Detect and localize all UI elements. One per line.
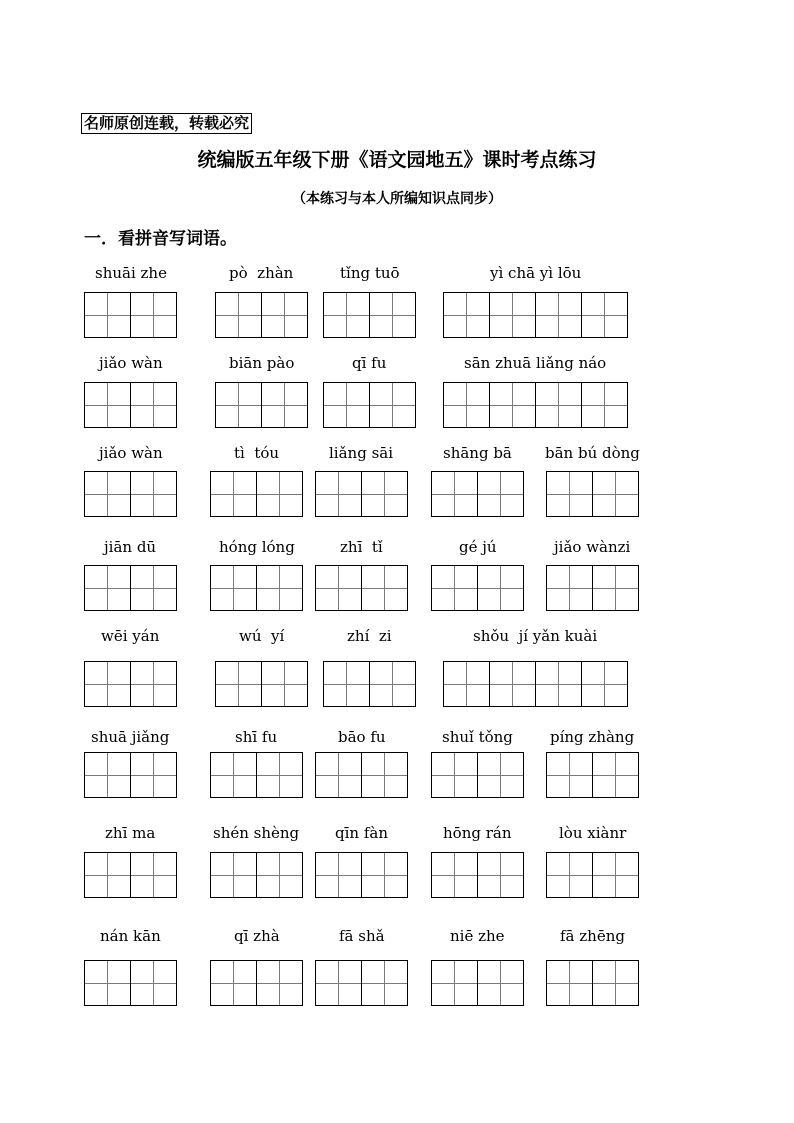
- writing-grid[interactable]: [443, 292, 628, 338]
- writing-grid[interactable]: [443, 382, 628, 428]
- writing-grid[interactable]: [210, 752, 303, 798]
- character-cell[interactable]: [130, 752, 177, 798]
- character-cell[interactable]: [489, 661, 536, 707]
- character-cell[interactable]: [210, 752, 257, 798]
- character-cell[interactable]: [431, 565, 478, 611]
- page-title: 统编版五年级下册《语文园地五》课时考点练习: [197, 149, 597, 171]
- character-cell[interactable]: [592, 960, 639, 1006]
- character-cell[interactable]: [210, 471, 257, 517]
- character-cell[interactable]: [431, 471, 478, 517]
- character-cell[interactable]: [443, 661, 490, 707]
- character-cell[interactable]: [477, 960, 524, 1006]
- character-cell[interactable]: [369, 382, 416, 428]
- writing-grid[interactable]: [546, 852, 639, 898]
- character-cell[interactable]: [84, 565, 131, 611]
- character-cell[interactable]: [84, 661, 131, 707]
- character-cell[interactable]: [581, 661, 628, 707]
- character-cell[interactable]: [431, 852, 478, 898]
- writing-grid[interactable]: [84, 382, 177, 428]
- pinyin-label: tǐng tuō: [340, 264, 400, 282]
- character-cell[interactable]: [256, 960, 303, 1006]
- writing-grid[interactable]: [431, 752, 524, 798]
- writing-grid[interactable]: [84, 960, 177, 1006]
- character-cell[interactable]: [210, 852, 257, 898]
- character-cell[interactable]: [361, 960, 408, 1006]
- character-cell[interactable]: [443, 382, 490, 428]
- character-cell[interactable]: [130, 292, 177, 338]
- character-cell[interactable]: [215, 661, 262, 707]
- character-cell[interactable]: [323, 661, 370, 707]
- character-cell[interactable]: [256, 471, 303, 517]
- character-cell[interactable]: [256, 752, 303, 798]
- character-cell[interactable]: [546, 471, 593, 517]
- writing-grid[interactable]: [431, 852, 524, 898]
- character-cell[interactable]: [431, 960, 478, 1006]
- writing-grid[interactable]: [210, 471, 303, 517]
- writing-grid[interactable]: [215, 661, 308, 707]
- character-cell[interactable]: [84, 752, 131, 798]
- character-cell[interactable]: [477, 852, 524, 898]
- pinyin-label: fā shǎ: [339, 927, 385, 945]
- pinyin-label: niē zhe: [450, 927, 505, 945]
- pinyin-label: zhí zi: [347, 627, 392, 645]
- writing-grid[interactable]: [210, 852, 303, 898]
- character-cell[interactable]: [323, 382, 370, 428]
- pinyin-label: fā zhēng: [560, 927, 625, 945]
- pinyin-label: pò zhàn: [229, 264, 294, 282]
- writing-grid[interactable]: [546, 752, 639, 798]
- character-cell[interactable]: [361, 752, 408, 798]
- character-cell[interactable]: [261, 382, 308, 428]
- pinyin-label: qī zhà: [234, 927, 280, 945]
- character-cell[interactable]: [315, 471, 362, 517]
- writing-grid[interactable]: [84, 471, 177, 517]
- character-cell[interactable]: [546, 960, 593, 1006]
- character-cell[interactable]: [315, 752, 362, 798]
- writing-grid[interactable]: [315, 752, 408, 798]
- character-cell[interactable]: [477, 471, 524, 517]
- writing-grid[interactable]: [84, 292, 177, 338]
- character-cell[interactable]: [130, 661, 177, 707]
- writing-grid[interactable]: [84, 661, 177, 707]
- character-cell[interactable]: [369, 661, 416, 707]
- character-cell[interactable]: [84, 852, 131, 898]
- pinyin-label: bān bú dòng: [545, 444, 640, 462]
- character-cell[interactable]: [592, 565, 639, 611]
- pinyin-label: jiǎo wàn: [99, 354, 163, 372]
- writing-grid[interactable]: [315, 852, 408, 898]
- character-cell[interactable]: [369, 292, 416, 338]
- character-cell[interactable]: [477, 752, 524, 798]
- page-subtitle: （本练习与本人所编知识点同步）: [292, 191, 502, 207]
- pinyin-label: sān zhuā liǎng náo: [464, 354, 607, 372]
- pinyin-label: qīn fàn: [335, 824, 388, 842]
- character-cell[interactable]: [215, 382, 262, 428]
- pinyin-label: shuāi zhe: [95, 264, 167, 282]
- character-cell[interactable]: [361, 565, 408, 611]
- character-cell[interactable]: [130, 565, 177, 611]
- writing-grid[interactable]: [210, 960, 303, 1006]
- writing-grid[interactable]: [210, 565, 303, 611]
- character-cell[interactable]: [84, 382, 131, 428]
- writing-grid[interactable]: [323, 661, 416, 707]
- character-cell[interactable]: [256, 852, 303, 898]
- character-cell[interactable]: [489, 292, 536, 338]
- writing-grid[interactable]: [84, 852, 177, 898]
- character-cell[interactable]: [535, 292, 582, 338]
- pinyin-label: jiān dū: [104, 538, 157, 556]
- character-cell[interactable]: [361, 471, 408, 517]
- pinyin-label: píng zhàng: [550, 728, 635, 746]
- writing-grid[interactable]: [315, 960, 408, 1006]
- character-cell[interactable]: [546, 752, 593, 798]
- pinyin-label: qī fu: [352, 354, 387, 372]
- writing-grid[interactable]: [315, 471, 408, 517]
- character-cell[interactable]: [535, 382, 582, 428]
- pinyin-label: shǒu jí yǎn kuài: [473, 627, 598, 645]
- character-cell[interactable]: [592, 752, 639, 798]
- pinyin-label: hōng rán: [443, 824, 512, 842]
- writing-grid[interactable]: [546, 565, 639, 611]
- character-cell[interactable]: [443, 292, 490, 338]
- writing-grid[interactable]: [431, 565, 524, 611]
- character-cell[interactable]: [261, 292, 308, 338]
- character-cell[interactable]: [84, 960, 131, 1006]
- character-cell[interactable]: [477, 565, 524, 611]
- writing-grid[interactable]: [431, 960, 524, 1006]
- character-cell[interactable]: [315, 960, 362, 1006]
- character-cell[interactable]: [130, 852, 177, 898]
- character-cell[interactable]: [323, 292, 370, 338]
- pinyin-label: wēi yán: [101, 627, 160, 645]
- character-cell[interactable]: [261, 661, 308, 707]
- writing-grid[interactable]: [546, 471, 639, 517]
- character-cell[interactable]: [431, 752, 478, 798]
- character-cell[interactable]: [489, 382, 536, 428]
- pinyin-label: biān pào: [229, 354, 295, 372]
- pinyin-label: yì chā yì lōu: [490, 264, 582, 282]
- character-cell[interactable]: [315, 565, 362, 611]
- character-cell[interactable]: [315, 852, 362, 898]
- pinyin-label: hóng lóng: [219, 538, 295, 556]
- character-cell[interactable]: [546, 852, 593, 898]
- section-heading: 一．看拼音写词语。: [84, 229, 237, 249]
- pinyin-label: bāo fu: [338, 728, 386, 746]
- character-cell[interactable]: [361, 852, 408, 898]
- character-cell[interactable]: [130, 471, 177, 517]
- pinyin-label: shī fu: [235, 728, 278, 746]
- writing-grid[interactable]: [84, 565, 177, 611]
- writing-grid[interactable]: [443, 661, 628, 707]
- pinyin-label: gé jú: [459, 538, 497, 556]
- pinyin-label: lòu xiànr: [559, 824, 627, 842]
- writing-grid[interactable]: [215, 382, 308, 428]
- pinyin-label: wú yí: [239, 627, 285, 645]
- character-cell[interactable]: [581, 382, 628, 428]
- character-cell[interactable]: [210, 565, 257, 611]
- pinyin-label: liǎng sāi: [329, 444, 394, 462]
- pinyin-label: shuǐ tǒng: [442, 728, 513, 746]
- pinyin-label: shāng bā: [443, 444, 512, 462]
- writing-grid[interactable]: [323, 292, 416, 338]
- copyright-tag: 名师原创连载，转载必究: [81, 113, 252, 134]
- pinyin-label: jiǎo wàn: [99, 444, 163, 462]
- character-cell[interactable]: [84, 292, 131, 338]
- pinyin-label: shén shèng: [213, 824, 300, 842]
- character-cell[interactable]: [84, 471, 131, 517]
- character-cell[interactable]: [215, 292, 262, 338]
- writing-grid[interactable]: [431, 471, 524, 517]
- character-cell[interactable]: [130, 960, 177, 1006]
- character-cell[interactable]: [256, 565, 303, 611]
- character-cell[interactable]: [581, 292, 628, 338]
- character-cell[interactable]: [592, 852, 639, 898]
- pinyin-label: tì tóu: [234, 444, 280, 462]
- pinyin-label: nán kān: [100, 927, 161, 945]
- writing-grid[interactable]: [315, 565, 408, 611]
- pinyin-label: jiǎo wànzi: [554, 538, 631, 556]
- pinyin-label: shuā jiǎng: [91, 728, 170, 746]
- character-cell[interactable]: [210, 960, 257, 1006]
- character-cell[interactable]: [130, 382, 177, 428]
- writing-grid[interactable]: [215, 292, 308, 338]
- character-cell[interactable]: [546, 565, 593, 611]
- writing-grid[interactable]: [84, 752, 177, 798]
- writing-grid[interactable]: [546, 960, 639, 1006]
- pinyin-label: zhī tǐ: [340, 538, 383, 556]
- writing-grid[interactable]: [323, 382, 416, 428]
- pinyin-label: zhī ma: [105, 824, 156, 842]
- character-cell[interactable]: [535, 661, 582, 707]
- character-cell[interactable]: [592, 471, 639, 517]
